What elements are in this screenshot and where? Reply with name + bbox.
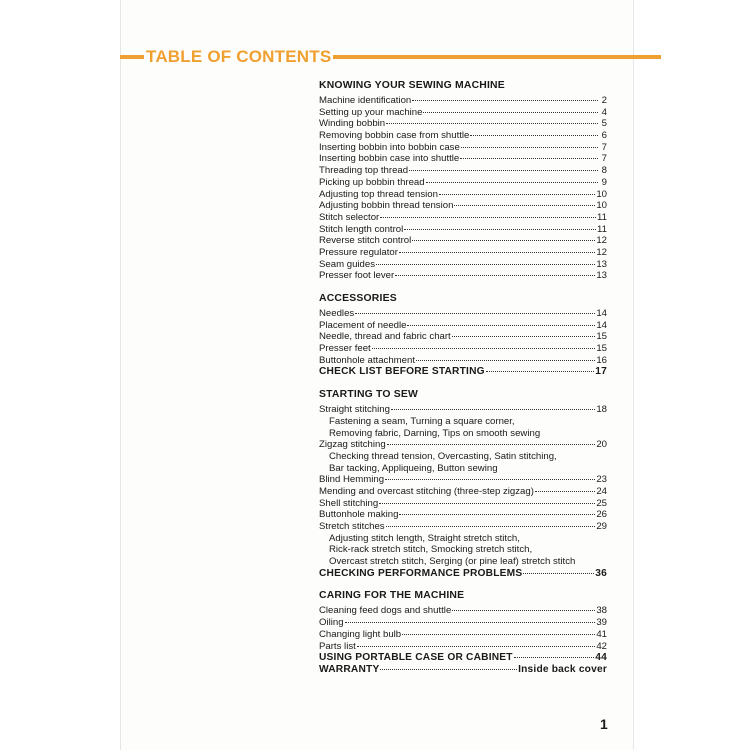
toc-entry-label: Straight stitching [319,404,390,416]
toc-subentry: Rick-rack stretch stitch, Smocking stretch stitch, [329,544,533,556]
toc-entry [319,308,607,320]
toc-entry [319,107,607,119]
dot-leader [380,669,517,670]
toc-entry-page: 44 [595,652,607,664]
toc-entry-page: 26 [596,509,607,521]
dot-leader [514,657,595,658]
toc-entry-label: CHECK LIST BEFORE STARTING [319,366,485,378]
toc-entry-label: Placement of needle [319,319,407,331]
toc-entry [319,118,607,130]
dot-leader [409,170,598,171]
toc-entry-page: 15 [596,343,607,355]
toc-entry-page: 36 [595,567,607,579]
toc-entry-label: Oiling [319,617,344,629]
dot-leader [423,112,598,113]
dot-leader [439,194,595,195]
toc-entry [319,404,607,416]
dot-leader [385,479,595,480]
toc-entry [319,189,607,201]
dot-leader [376,264,595,265]
dot-leader [399,514,595,515]
header-rule-right [333,55,661,59]
dot-leader [380,217,596,218]
toc-entry [319,142,607,154]
toc-entry-label: Seam guides [319,258,375,270]
toc-entry-page: 42 [596,640,607,652]
dot-leader [416,360,595,361]
toc-entry-page: 12 [596,235,607,247]
dot-leader [461,147,598,148]
toc-entry-page: 13 [596,270,607,282]
dot-leader [386,526,596,527]
toc-subentry: Removing fabric, Darning, Tips on smooth sewing [329,427,541,439]
toc-entry-label: Shell stitching [319,497,379,509]
toc-entry-label: CHECKING PERFORMANCE PROBLEMS [319,567,523,579]
section-heading: STARTING TO SEW [319,389,419,401]
toc-entry-label: Removing bobbin case from shuttle [319,130,470,142]
toc-entry-page: 9 [601,176,607,188]
toc-entry-label: Changing light bulb [319,628,402,640]
toc-entry-label: Reverse stitch control [319,235,412,247]
toc-subentry: Bar tacking, Appliqueing, Button sewing [329,462,498,474]
toc-entry-label: Picking up bobbin thread [319,176,425,188]
toc-entry-label: Inserting bobbin case into shuttle [319,153,460,165]
toc-section [319,293,607,378]
toc-entry-page: 24 [596,485,607,497]
toc-entry-page: 10 [596,200,607,212]
toc-entry [319,200,607,212]
section-heading: KNOWING YOUR SEWING MACHINE [319,80,505,91]
dot-leader [486,371,595,372]
header-rule-left [120,55,144,59]
toc-entry-page: 7 [601,141,607,153]
page-number: 1 [600,716,608,732]
toc-entry [319,568,607,580]
toc-entry [319,212,607,224]
dot-leader [357,646,596,647]
section-heading: CARING FOR THE MACHINE [319,590,465,602]
toc-entry-label: Setting up your machine [319,106,423,118]
dot-leader [355,313,595,314]
toc-entry-page: 5 [601,118,607,130]
toc-entry-page: 25 [596,497,607,509]
toc-entry [319,235,607,247]
toc-entry [319,355,607,367]
toc-entry [319,652,607,664]
toc-entry-label: Pressure regulator [319,246,398,258]
toc-entry [319,605,607,617]
toc-entry-label: Needles [319,308,355,319]
toc-entry-page: 15 [596,331,607,343]
dot-leader [452,336,596,337]
toc-subentry: Adjusting stitch length, Straight stretch stitch, [329,532,520,544]
toc-entry [319,439,607,451]
toc-entry-label: Threading top thread [319,165,409,177]
toc-entry-label: Machine identification [319,95,412,106]
toc-subentry: Checking thread tension, Overcasting, Satin stitching, [329,450,557,462]
toc-entry [319,474,607,486]
toc-entry-page: 7 [601,153,607,165]
page-title: TABLE OF CONTENTS [146,47,332,66]
toc-entry [319,641,607,653]
dot-leader [372,348,596,349]
toc-entry-label: Zigzag stitching [319,439,386,451]
toc-entry [319,130,607,142]
dot-leader [345,622,596,623]
toc-entry-label: Mending and overcast stitching (three-step zigzag) [319,485,534,497]
toc-entry-page: 14 [596,308,607,319]
toc-entry [319,331,607,343]
toc-entry-page: 6 [601,130,607,142]
toc-entry-page: 8 [601,165,607,177]
toc-entry-label: Cleaning feed dogs and shuttle [319,605,452,617]
toc-entry [319,259,607,271]
toc-entry-page: 23 [596,474,607,486]
toc-entry [319,509,607,521]
toc-entry-page: 2 [601,95,607,106]
toc-header [120,47,661,67]
dot-leader [404,229,596,230]
toc-entry-page: 13 [596,258,607,270]
dot-leader [391,409,595,410]
toc-entry-label: Parts list [319,640,356,652]
toc-entry [319,224,607,236]
toc-entry-page: 14 [596,319,607,331]
toc-entry-label: USING PORTABLE CASE OR CABINET [319,652,513,664]
toc-entry-label: Presser feet [319,343,371,355]
dot-leader [387,444,596,445]
toc-entry-page: 29 [596,521,607,532]
dot-leader [412,240,595,241]
toc-entry [319,664,607,676]
toc-entry-label: Blind Hemming [319,474,385,486]
toc-entry-page: 39 [596,617,607,629]
toc-entry-page: 17 [595,366,607,378]
toc-entry-page: Inside back cover [518,663,607,675]
toc-entry-page: 41 [596,628,607,640]
dot-leader [379,503,595,504]
toc-entry-label: Adjusting bobbin thread tension [319,200,454,212]
toc-subentry: Overcast stretch stitch, Serging (or pine leaf) stretch stitch [329,556,576,568]
toc-entry-label: Needle, thread and fabric chart [319,331,451,343]
toc-entry [319,366,607,378]
dot-leader [402,634,595,635]
dot-leader [395,275,595,276]
toc-section [319,80,607,282]
toc-entry-page: 16 [596,354,607,366]
dot-leader [523,573,594,574]
toc-entry-label: Presser foot lever [319,270,395,282]
dot-leader [460,158,598,159]
toc-entry-page: 20 [596,439,607,451]
toc-entry [319,617,607,629]
toc-entry-page: 12 [596,246,607,258]
toc-entry-label: Stretch stitches [319,521,385,532]
toc-entry-page: 11 [597,223,607,235]
dot-leader [452,610,595,611]
toc-entry-label: Buttonhole making [319,509,399,521]
toc-entry [319,247,607,259]
toc-entry-page: 11 [597,211,607,223]
dot-leader [399,252,595,253]
toc-entry-label: Stitch length control [319,223,404,235]
toc-entry-page: 4 [601,106,607,118]
toc-entry-label: Winding bobbin [319,118,386,130]
dot-leader [470,135,598,136]
toc-entry [319,498,607,510]
dot-leader [386,123,598,124]
dot-leader [426,182,598,183]
toc-entry-label: Inserting bobbin into bobbin case [319,141,460,153]
table-of-contents [319,80,607,687]
toc-entry-label: WARRANTY [319,663,380,675]
dot-leader [454,205,595,206]
toc-entry-label: Adjusting top thread tension [319,188,438,200]
toc-entry [319,177,607,189]
toc-section [319,389,607,579]
toc-entry [319,343,607,355]
toc-entry-label: Buttonhole attachment [319,354,416,366]
toc-section [319,590,607,675]
toc-entry-label: Stitch selector [319,211,380,223]
toc-entry [319,629,607,641]
toc-entry [319,165,607,177]
toc-entry [319,320,607,332]
toc-entry [319,153,607,165]
toc-entry-page: 38 [596,605,607,617]
toc-entry-page: 18 [596,404,607,416]
toc-subentry: Fastening a seam, Turning a square corner, [329,415,515,427]
toc-entry-page: 10 [596,188,607,200]
dot-leader [535,491,595,492]
toc-entry [319,486,607,498]
toc-entry [319,95,607,107]
dot-leader [407,325,595,326]
section-heading: ACCESSORIES [319,293,397,304]
dot-leader [412,100,598,101]
toc-entry [319,521,607,533]
toc-entry [319,270,607,282]
